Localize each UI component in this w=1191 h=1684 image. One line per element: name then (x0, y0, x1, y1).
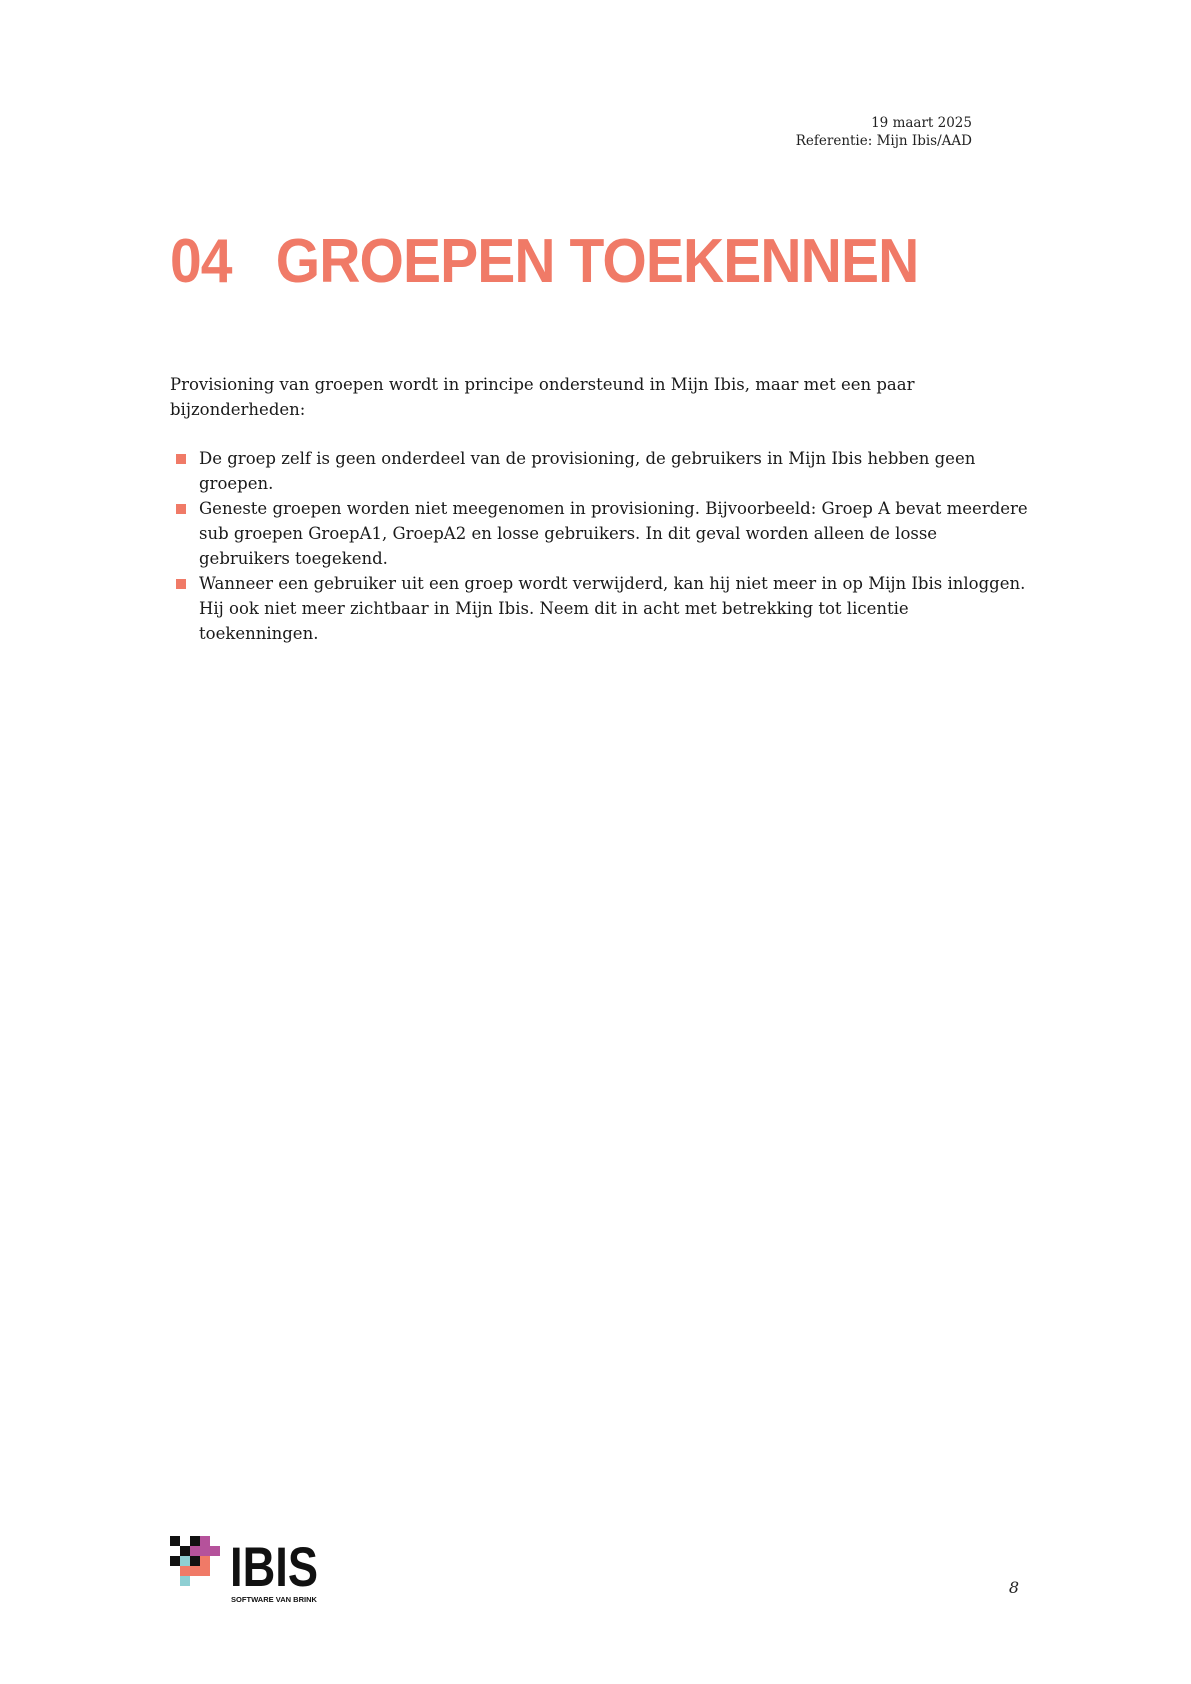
list-item-text: De groep zelf is geen onderdeel van de provisioning, de gebruikers in Mijn Ibis hebben geen groepen. (199, 449, 976, 493)
list-item-text: Geneste groepen worden niet meegenomen in provisioning. Bijvoorbeeld: Groep A bevat meerdere sub groepen GroepA1, GroepA2 en losse gebruikers. In dit geval worden alleen de losse gebruikers toegekend. (199, 499, 1028, 568)
header-reference: Referentie: Mijn Ibis/AAD (795, 133, 972, 149)
ibis-logo (170, 1536, 320, 1606)
bullet-square-icon (176, 579, 186, 589)
list-item (170, 446, 1030, 496)
logo-wordmark: IBIS (230, 1536, 318, 1598)
bullet-square-icon (176, 504, 186, 514)
chapter-number: 04 (170, 227, 232, 296)
bullet-list (170, 446, 1030, 646)
header-date: 19 maart 2025 (871, 115, 972, 131)
logo-subtitle: SOFTWARE VAN BRINK (231, 1595, 318, 1604)
list-item (170, 496, 1030, 571)
bullet-square-icon (176, 454, 186, 464)
intro-paragraph: Provisioning van groepen wordt in principe ondersteund in Mijn Ibis, maar met een paar bijzonderheden: (170, 375, 915, 419)
list-item-text: Wanneer een gebruiker uit een groep wordt verwijderd, kan hij niet meer in op Mijn Ibis inloggen. Hij ook niet meer zichtbaar in Mijn Ibis. Neem dit in acht met betrekking tot licentie toekenningen. (199, 574, 1026, 643)
page-number: 8 (1008, 1578, 1019, 1597)
chapter-heading (170, 226, 918, 297)
chapter-title: GROEPEN TOEKENNEN (275, 227, 919, 296)
logo-pixel-mark-icon (170, 1536, 220, 1586)
list-item (170, 571, 1030, 646)
document-header (796, 114, 972, 150)
